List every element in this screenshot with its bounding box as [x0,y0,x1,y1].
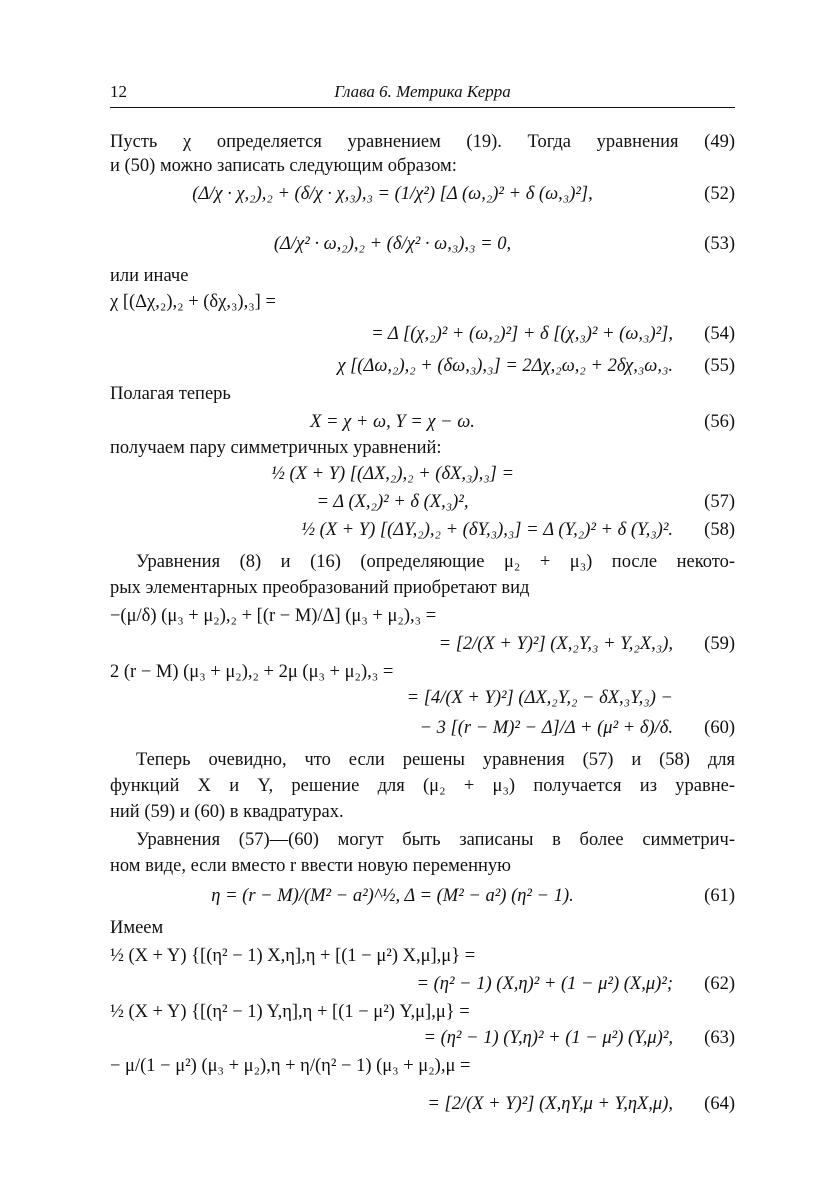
text-line [110,800,735,824]
equation-text: (Δ/χ · χ,₂),₂ + (δ/χ · χ,₃),₃ = (1/χ²) [Δ (ω,₂)² + δ (ω,₃)²], [192,184,593,204]
text-line [110,264,735,288]
running-title: Глава 6. Метрика Керра [334,82,511,101]
equation-line [110,322,735,346]
text-line [110,660,735,684]
line-text: или иначе [110,266,189,286]
line-text: Полагая теперь [110,384,231,404]
equation-text: − 3 [(r − M)² − Δ]/Δ + (μ² + δ)/δ. [419,718,673,738]
text-line [110,130,735,154]
equation-number: (57) [704,492,735,512]
text-line [110,1054,735,1078]
text-line [110,944,735,968]
equation-line [110,1092,735,1116]
equation-line [110,462,735,486]
text-line [110,828,735,852]
equation-number: (56) [704,412,735,432]
text-line [110,1000,735,1024]
equation-line [110,686,735,710]
header-rule [110,107,735,108]
line-text: −(μ/δ) (μ₃ + μ₂),₂ + [(r − M)/Δ] (μ₃ + μ₂),₃ = [110,606,437,626]
equation-number: (53) [704,234,735,254]
equation-number: (62) [704,974,735,994]
equation-number: (64) [704,1094,735,1114]
line-text: ном виде, если вместо r ввести новую переменную [110,856,511,876]
line-text: ний (59) и (60) в квадратурах. [110,802,344,822]
text-line [110,748,735,772]
text-line [110,154,735,178]
equation-line [110,232,735,256]
equation-line [110,410,735,434]
equation-line [110,632,735,656]
text-line [110,436,735,460]
line-text: χ [(Δχ,₂),₂ + (δχ,₃),₃] = [110,292,276,312]
line-text: и (50) можно записать следующим образом: [110,156,457,176]
line-text: 2 (r − M) (μ₃ + μ₂),₂ + 2μ (μ₃ + μ₂),₃ = [110,662,394,682]
text-line [110,290,735,314]
equation-text: η = (r − M)/(M² − a²)^½, Δ = (M² − a²) (η² − 1). [211,886,574,906]
text-line [110,854,735,878]
equation-number: (60) [704,718,735,738]
text-line [110,550,735,574]
page-header [110,78,735,106]
equation-line [110,972,735,996]
text-line [110,774,735,798]
text-line [110,576,735,600]
equation-text: (Δ/χ² · ω,₂),₂ + (δ/χ² · ω,₃),₃ = 0, [273,234,512,254]
equation-line [110,354,735,378]
equation-line [110,1026,735,1050]
equation-number: (54) [704,324,735,344]
line-text: Уравнения (57)—(60) могут быть записаны в более симметрич- [136,830,735,850]
equation-text: ½ (X + Y) [(ΔY,₂),₂ + (δY,₃),₃] = Δ (Y,₂)² + δ (Y,₃)². [301,520,673,540]
line-text: Уравнения (8) и (16) (определяющие μ₂ + μ₃) после некото- [136,552,735,572]
equation-number: (61) [704,886,735,906]
equation-text: = Δ [(χ,₂)² + (ω,₂)²] + δ [(χ,₃)² + (ω,₃)²], [371,324,673,344]
equation-number: (55) [704,356,735,376]
equation-text: ½ (X + Y) [(ΔX,₂),₂ + (δX,₃),₃] = [271,464,514,484]
equation-number: (59) [704,634,735,654]
equation-number: (58) [704,520,735,540]
equation-text: = [2/(X + Y)²] (X,₂Y,₃ + Y,₂X,₃), [438,634,673,654]
equation-text: = [2/(X + Y)²] (X,ηY,μ + Y,ηX,μ), [427,1094,673,1114]
text-line [110,382,735,406]
line-text: Теперь очевидно, что если решены уравнения (57) и (58) для [136,750,735,770]
equation-line [110,490,735,514]
equation-number: (63) [704,1028,735,1048]
page-number: 12 [110,82,127,101]
line-text: рых элементарных преобразований приобретают вид [110,578,530,598]
book-page [110,0,735,1191]
equation-text: χ [(Δω,₂),₂ + (δω,₃),₃] = 2Δχ,₂ω,₂ + 2δχ,₃ω,₃. [337,356,673,376]
equation-text: = [4/(X + Y)²] (ΔX,₂Y,₂ − δX,₃Y,₃) − [406,688,673,708]
equation-line [110,182,735,206]
equation-text: = (η² − 1) (X,η)² + (1 − μ²) (X,μ)²; [416,974,673,994]
equation-line [110,518,735,542]
equation-line [110,716,735,740]
line-text: получаем пару симметричных уравнений: [110,438,442,458]
line-text: ½ (X + Y) {[(η² − 1) X,η],η + [(1 − μ²) X,μ],μ} = [110,946,476,966]
equation-text: = (η² − 1) (Y,η)² + (1 − μ²) (Y,μ)², [423,1028,673,1048]
equation-line [110,884,735,908]
equation-text: = Δ (X,₂)² + δ (X,₃)², [316,492,469,512]
line-text: − μ/(1 − μ²) (μ₃ + μ₂),η + η/(η² − 1) (μ₃ + μ₂),μ = [110,1056,471,1076]
line-text: Пусть χ определяется уравнением (19). Тогда уравнения (49) [110,132,735,152]
text-line [110,916,735,940]
equation-number: (52) [704,184,735,204]
line-text: функций X и Y, решение для (μ₂ + μ₃) получается из уравне- [110,776,735,796]
equation-text: X = χ + ω, Y = χ − ω. [310,412,475,432]
line-text: Имеем [110,918,164,938]
line-text: ½ (X + Y) {[(η² − 1) Y,η],η + [(1 − μ²) Y,μ],μ} = [110,1002,470,1022]
text-line [110,604,735,628]
